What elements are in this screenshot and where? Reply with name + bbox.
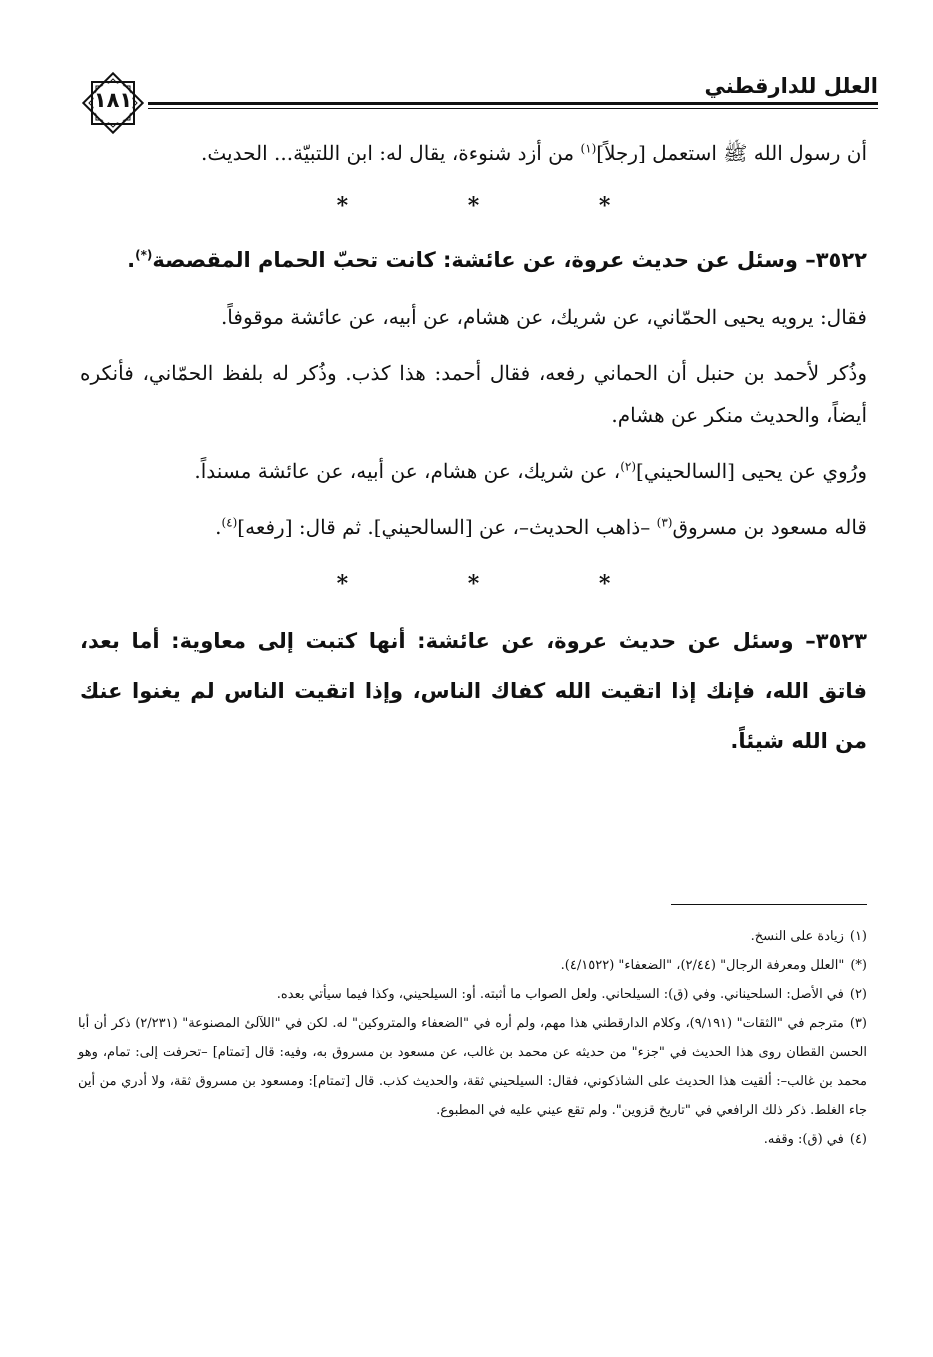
header-rule-thick: [148, 102, 878, 105]
heading-period: .: [127, 248, 136, 272]
opening-rest: من أزد شنوءة، يقال له: ابن اللتبيّة... الحديث.: [201, 141, 575, 165]
footnote-star: [78, 951, 867, 980]
entry-number: ٣٥٢٢–: [805, 248, 867, 272]
p3-part-b: ، عن شريك، عن هشام، عن أبيه، عن عائشة مسنداً.: [194, 459, 621, 483]
opening-line: أن رسول الله ﷺ استعمل [رجلاً]: [596, 141, 867, 165]
footnote-text: "العلل ومعرفة الرجال" (٢/٤٤)، "الضعفاء" (٤/١٥٢٢).: [560, 958, 845, 973]
entry-3522-paragraph-3: [80, 450, 867, 492]
footnote-text: زيادة على النسخ.: [750, 929, 844, 944]
footnote-ref-2: (٢): [620, 459, 637, 474]
footnote-label: (٣): [849, 1016, 867, 1031]
entry-3522-paragraph-2: وذُكر لأحمد بن حنبل أن الحماني رفعه، فقال أحمد: هذا كذب. وذُكر له بلفظ الحمّاني، فأنكره أيضاً، والحديث منكر عن هشام.: [80, 361, 867, 427]
footnote-label: (٤): [849, 1132, 867, 1147]
footnote-text: مترجم في "الثقات" (٩/١٩١)، وكلام الدارقطني هذا مهم، ولم أره في "الضعفاء والمتروكين" له. لكن في "اللآلئ المصنوعة" (٢/٢٣١) ذكر أن أبا الحسن القطان روى هذا الحديث في "جزء" من حديثه عن محمد بن غالب، عن مسعود بن مسروق به، وفيه: قال [تمتام] –تحرفت إلى: تمام، وهو محمد بن غالب–: ألقيت هذا الحديث على الشاذكوني، فقال: السيلحيني ثقة، والحديث كذب. قال [تمتام]: ومسعود بن مسروق ثقة، ولا أدري من أين جاء الغلط. ذكر ذلك الرافعي في "تاريخ قزوين". ولم تقع عيني عليه في المطبوع.: [78, 1016, 867, 1118]
header-rule-thin: [148, 108, 878, 109]
p4-end: .: [215, 515, 222, 539]
footnote-label: (*): [850, 958, 867, 973]
entry-heading-text: وسئل عن حديث عروة، عن عائشة: كانت تحبّ الحمام المقصصة: [152, 248, 798, 272]
section-separator: * * *: [336, 193, 667, 219]
page-header: [78, 68, 878, 138]
footnote-text: في الأصل: السلحيناني. وفي (ق): السيلحاني. ولعل الصواب ما أثبته. أو: السيلحيني، وكذا فيما سيأتي بعده.: [276, 987, 844, 1002]
p3-part-a: ورُوي عن يحيى [السالحيني]: [636, 459, 867, 483]
footnote-ref-1: (١): [580, 141, 597, 156]
entry-3523: [80, 616, 867, 766]
footnotes: [78, 922, 867, 1154]
footnote-3: [78, 1009, 867, 1125]
section-separator: * * *: [336, 571, 667, 597]
footnote-2: [78, 980, 867, 1009]
footnote-label: (٢): [849, 987, 867, 1002]
page-number: ١٨١: [93, 88, 133, 112]
footnote-4: [78, 1125, 867, 1154]
page-number-badge: [78, 68, 148, 138]
footnote-text: في (ق): وقفه.: [763, 1132, 844, 1147]
footnote-ref-3: (٣): [656, 515, 673, 530]
running-title: العلل للدارقطني: [704, 74, 878, 98]
footnote-separator: [671, 904, 867, 905]
p4-part-b: –ذاهب الحديث–، عن [السالحيني]. ثم قال: [رفعه]: [237, 515, 651, 539]
p4-part-a: قاله مسعود بن مسروق: [672, 515, 867, 539]
entry-heading-text: وسئل عن حديث عروة، عن عائشة: أنها كتبت إلى معاوية:: [171, 629, 794, 653]
footnote-ref-4: (٤): [221, 515, 238, 530]
footnote-ref-star: (*): [135, 248, 153, 262]
footnote-1: [78, 922, 867, 951]
entry-3522-paragraph-1: فقال: يرويه يحيى الحمّاني، عن شريك، عن هشام، عن أبيه، عن عائشة موقوفاً.: [220, 305, 867, 329]
opening-paragraph: [80, 132, 867, 174]
entry-number: ٣٥٢٣–: [805, 629, 868, 653]
main-text: [80, 132, 867, 780]
entry-3523-text: أما بعد، فاتق الله، فإنك إذا اتقيت الله كفاك الناس، وإذا اتقيت الناس لم يغنوا عنك من الله شيئاً.: [80, 629, 867, 753]
entry-3522-paragraph-4: [80, 506, 867, 548]
entry-3522-heading: [80, 238, 867, 282]
footnote-label: (١): [849, 929, 867, 944]
